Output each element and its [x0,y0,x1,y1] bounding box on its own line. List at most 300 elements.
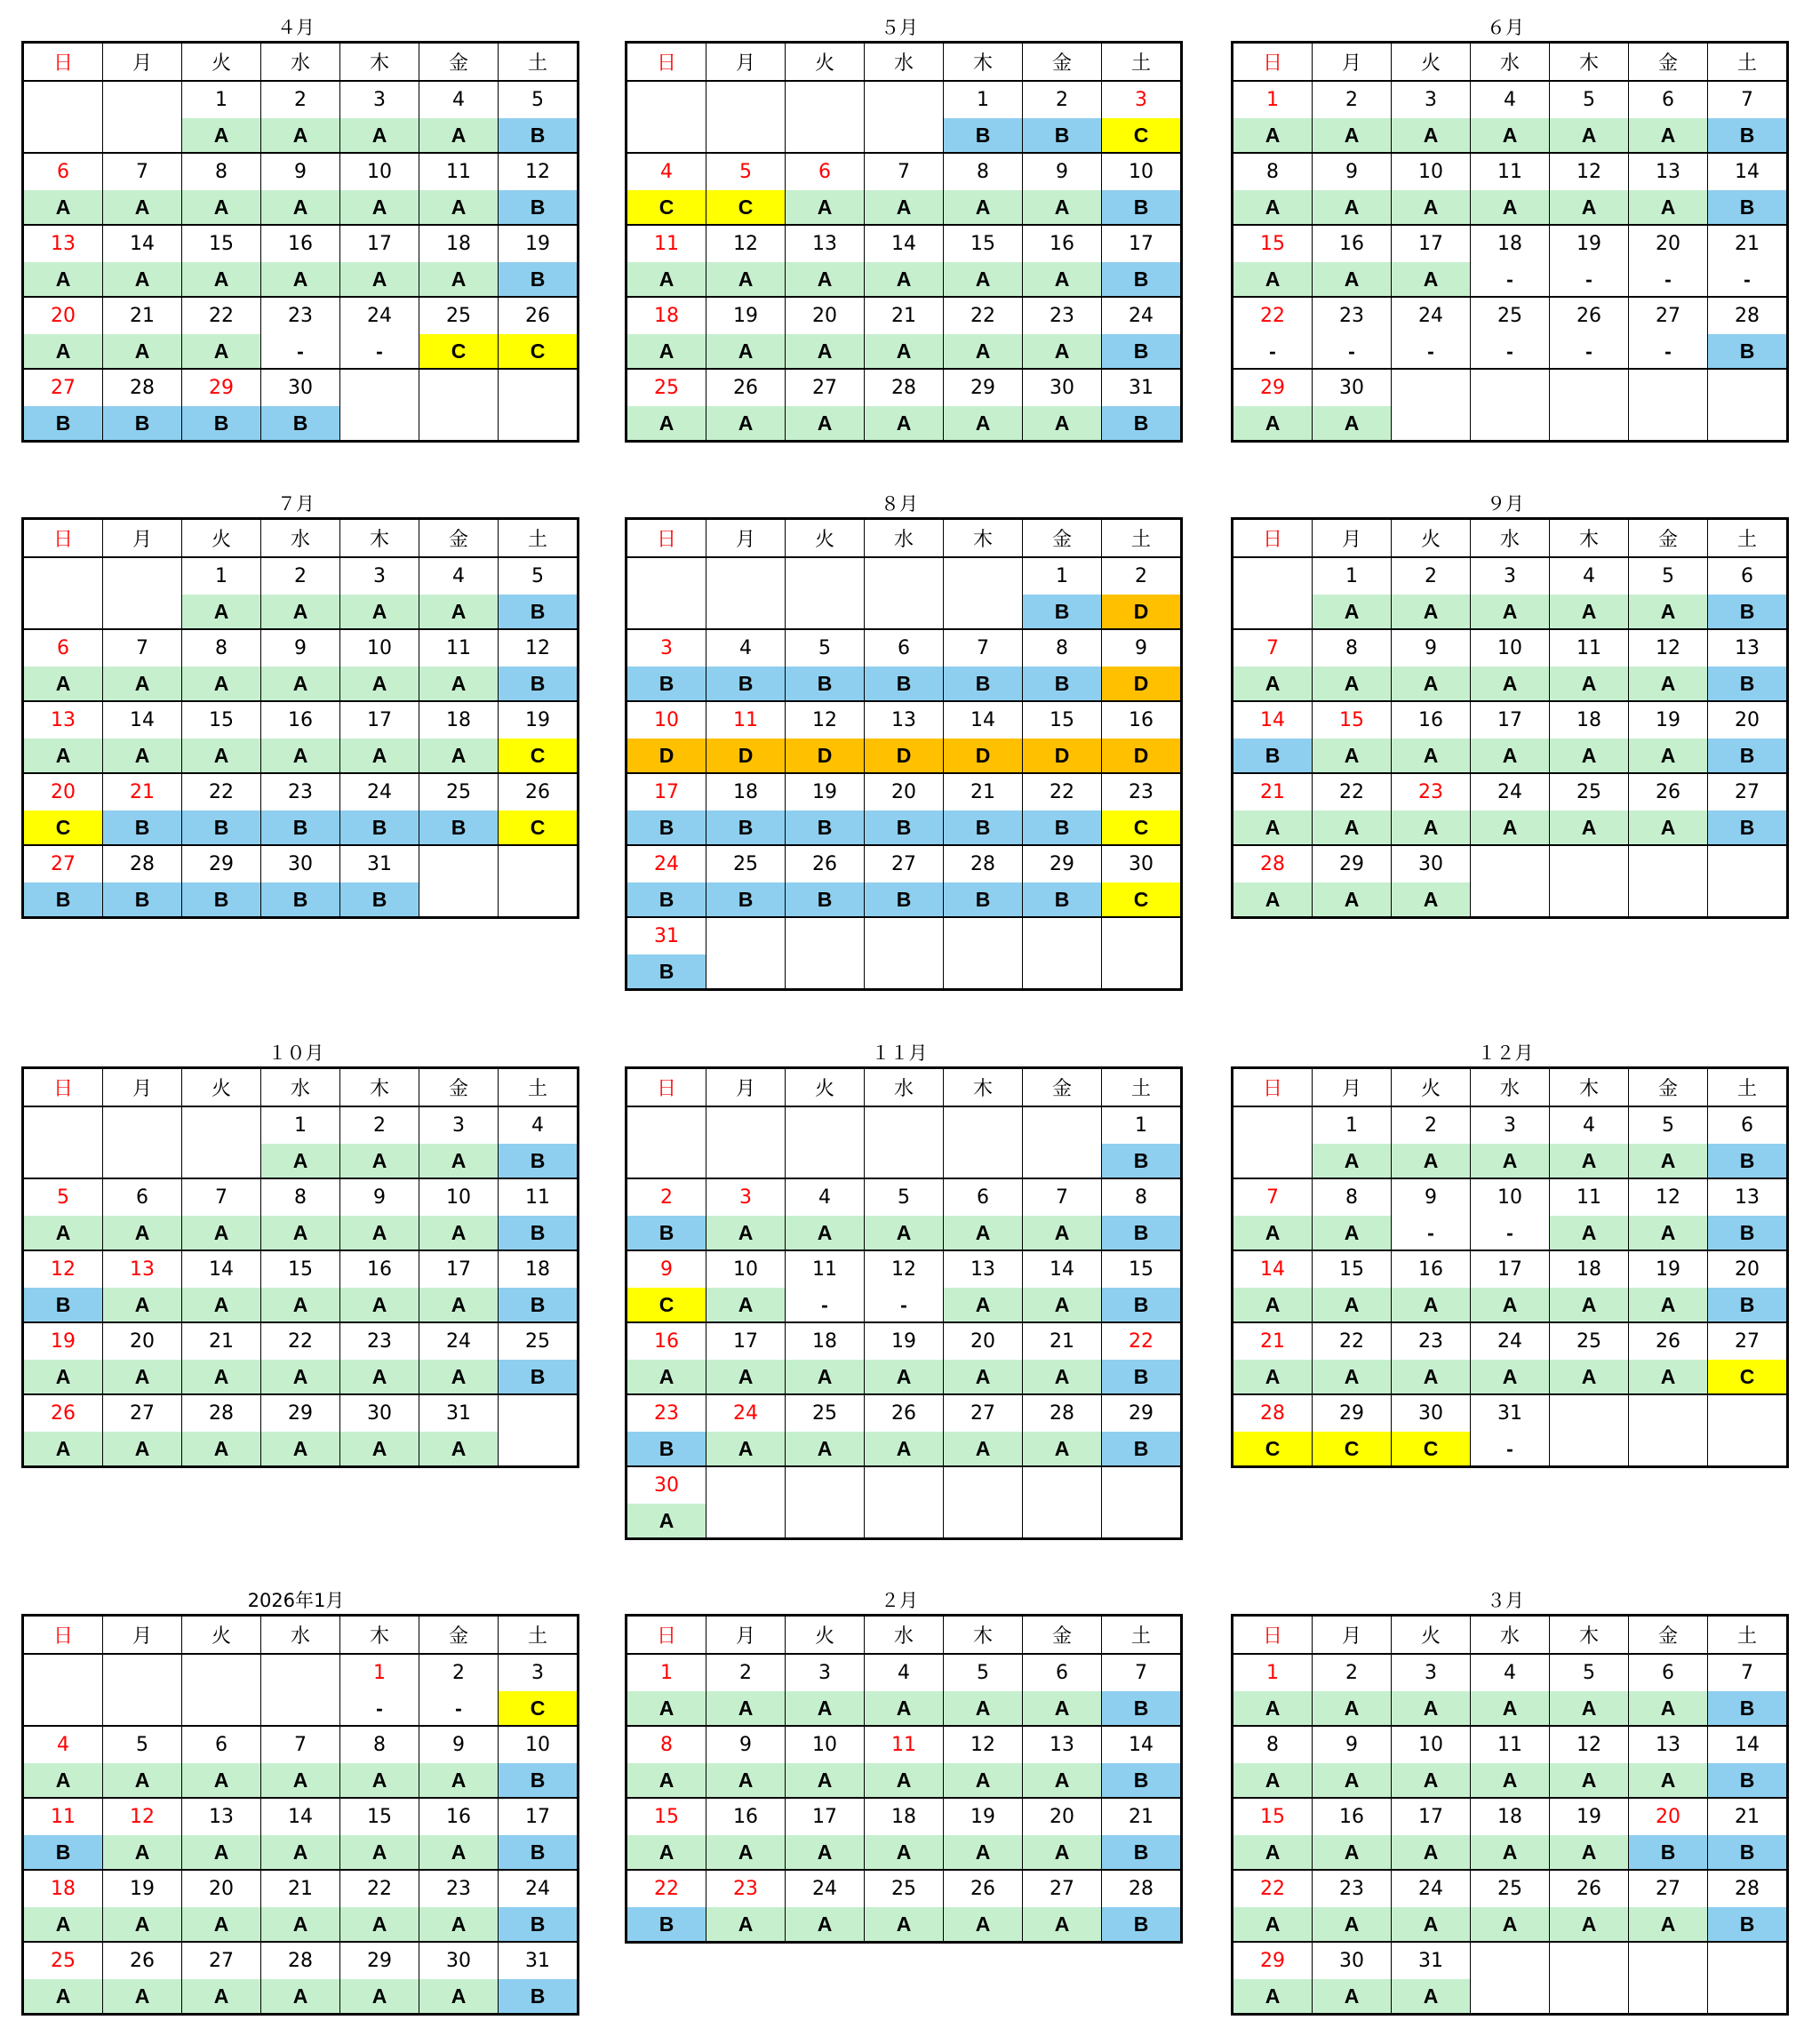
day-code: A [944,1763,1023,1798]
day-number: 2 [1392,557,1471,595]
day-number: 10 [1392,1726,1471,1763]
month-grid [21,1066,579,1468]
weekday-header: 木 [1550,1616,1629,1655]
day-number: 27 [1023,1870,1102,1907]
day-number: 1 [1313,557,1392,595]
weekday-header: 木 [1550,43,1629,82]
weekday-header: 金 [1629,1616,1708,1655]
empty-cell [786,1144,865,1178]
code-row [627,334,1182,369]
day-code: C [499,739,579,773]
day-code: A [865,1835,944,1870]
day-code: A [182,334,261,369]
empty-cell [1708,845,1788,882]
day-number: 1 [182,557,261,595]
empty-cell [944,595,1023,629]
date-row [23,225,579,262]
day-number: 16 [261,225,340,262]
code-row [23,262,579,297]
date-row [627,1870,1182,1907]
empty-cell [1471,882,1550,918]
date-row [23,1726,579,1763]
day-code: A [1313,882,1392,918]
day-number: 9 [627,1250,706,1288]
day-number: 24 [706,1394,786,1432]
day-code: A [1471,1835,1550,1870]
day-code: A [1233,190,1313,225]
day-number: 23 [261,773,340,810]
day-code: A [261,118,340,153]
day-code: B [23,1288,103,1322]
day-number: 9 [1102,629,1182,667]
day-code: - [1471,262,1550,297]
day-code: A [182,667,261,701]
day-code: A [261,262,340,297]
day-code: A [1550,810,1629,845]
day-code: A [1313,1216,1392,1250]
day-code: C [627,190,706,225]
day-number: 2 [340,1106,419,1144]
day-code: B [499,118,579,153]
day-code: A [1233,262,1313,297]
day-number: 2 [261,81,340,118]
weekday-header: 金 [1023,519,1102,558]
empty-cell [182,1144,261,1178]
day-code: - [1471,1432,1550,1467]
day-number: 23 [261,297,340,334]
day-number: 1 [944,81,1023,118]
day-number: 24 [627,845,706,882]
day-number: 22 [944,297,1023,334]
date-row [23,773,579,810]
day-number: 5 [103,1726,182,1763]
day-number: 2 [1102,557,1182,595]
day-number: 8 [1233,153,1313,190]
weekday-header: 土 [1102,519,1182,558]
day-code: A [1023,1763,1102,1798]
day-code: B [499,1144,579,1178]
day-code: A [1313,1144,1392,1178]
empty-cell [182,1654,261,1691]
day-number: 19 [23,1322,103,1360]
weekday-header: 日 [1233,519,1313,558]
day-number: 6 [182,1726,261,1763]
day-code: D [865,739,944,773]
day-number: 15 [1313,1250,1392,1288]
day-code: A [627,406,706,442]
day-code: A [1629,190,1708,225]
weekday-header: 月 [1313,1068,1392,1107]
day-number: 21 [1023,1322,1102,1360]
day-code: B [865,667,944,701]
empty-cell [1471,406,1550,442]
day-code: A [1233,118,1313,153]
day-number: 29 [182,845,261,882]
day-code: A [786,1763,865,1798]
day-code: A [1471,739,1550,773]
day-number: 18 [419,225,499,262]
empty-cell [499,1432,579,1467]
day-number: 8 [1313,1178,1392,1216]
day-code: A [261,1835,340,1870]
day-number: 12 [944,1726,1023,1763]
date-row [1233,629,1788,667]
day-code: B [627,1216,706,1250]
weekday-header: 金 [1629,1068,1708,1107]
weekday-header: 金 [1629,519,1708,558]
day-code: A [261,1144,340,1178]
empty-cell [103,595,182,629]
day-number: 9 [1392,1178,1471,1216]
day-number: 25 [499,1322,579,1360]
empty-cell [419,845,499,882]
day-number: 3 [706,1178,786,1216]
day-code: A [1233,1835,1313,1870]
day-number: 28 [1233,845,1313,882]
day-code: A [182,262,261,297]
day-code: A [706,1288,786,1322]
empty-cell [1629,1942,1708,1979]
day-number: 19 [786,773,865,810]
day-code: B [103,810,182,845]
weekday-header-row [627,1068,1182,1107]
weekday-header-row [627,1616,1182,1655]
day-code: B [499,190,579,225]
weekday-header: 土 [1102,1616,1182,1655]
code-row [627,1144,1182,1178]
date-row [23,557,579,595]
day-code: D [706,739,786,773]
day-code: A [627,1360,706,1394]
code-row [627,190,1182,225]
date-row [23,1654,579,1691]
weekday-header: 日 [23,43,103,82]
code-row [23,334,579,369]
day-number: 28 [182,1394,261,1432]
day-code: C [419,334,499,369]
day-number: 12 [103,1798,182,1835]
day-code: A [182,1763,261,1798]
day-number: 15 [1023,701,1102,739]
day-code: A [1392,882,1471,918]
weekday-header: 月 [706,1068,786,1107]
day-code: A [340,1763,419,1798]
day-number: 25 [1471,1870,1550,1907]
weekday-header: 火 [182,1616,261,1655]
month-title: ５月 [881,17,918,38]
empty-cell [23,118,103,153]
day-number: 30 [1313,369,1392,406]
day-number: 23 [1023,297,1102,334]
day-number: 10 [1471,1178,1550,1216]
day-number: 10 [627,701,706,739]
day-code: A [627,1504,706,1539]
day-number: 12 [23,1250,103,1288]
day-code: B [1102,406,1182,442]
day-number: 3 [419,1106,499,1144]
day-code: C [1102,882,1182,917]
day-code: A [1313,190,1392,225]
day-number: 15 [1233,1798,1313,1835]
day-code: A [786,1432,865,1466]
day-number: 14 [1708,1726,1788,1763]
empty-cell [706,557,786,595]
empty-cell [340,406,419,442]
weekday-header-row [23,43,579,82]
day-number: 30 [1023,369,1102,406]
weekday-header: 月 [706,43,786,82]
weekday-header: 火 [182,519,261,558]
date-row [1233,557,1788,595]
day-code: A [182,739,261,773]
day-number: 21 [261,1870,340,1907]
empty-cell [865,595,944,629]
day-code: B [1629,1835,1708,1870]
day-number: 14 [1102,1726,1182,1763]
weekday-header: 月 [1313,1616,1392,1655]
empty-cell [1102,1466,1182,1504]
day-code: D [1102,595,1182,629]
day-number: 20 [23,297,103,334]
day-code: A [103,667,182,701]
day-number: 19 [706,297,786,334]
day-number: 5 [865,1178,944,1216]
date-row [1233,369,1788,406]
day-number: 5 [944,1654,1023,1691]
day-code: A [1392,595,1471,629]
weekday-header: 土 [499,1616,579,1655]
day-number: 12 [499,153,579,190]
day-number: 10 [1102,153,1182,190]
day-code: A [419,1360,499,1394]
day-code: A [1471,1907,1550,1942]
date-row [23,1250,579,1288]
month-grid [21,41,579,443]
day-code: A [706,1360,786,1394]
day-number: 13 [865,701,944,739]
empty-cell [786,954,865,990]
day-code: A [1392,667,1471,701]
code-row [1233,118,1788,153]
day-code: A [419,1216,499,1250]
day-number: 16 [1313,225,1392,262]
weekday-header: 土 [1708,43,1788,82]
date-row [1233,1798,1788,1835]
day-number: 1 [1233,81,1313,118]
day-number: 17 [1471,701,1550,739]
day-number: 3 [1471,557,1550,595]
day-number: 8 [1233,1726,1313,1763]
weekday-header: 月 [103,519,182,558]
date-row [1233,1726,1788,1763]
date-row [23,81,579,118]
day-code: B [706,882,786,917]
day-code: - [419,1691,499,1726]
empty-cell [103,1654,182,1691]
day-code: B [419,810,499,845]
month-grid [625,517,1183,991]
day-code: A [23,1432,103,1467]
empty-cell [1471,369,1550,406]
day-number: 2 [1392,1106,1471,1144]
day-code: B [1102,1216,1182,1250]
day-code: A [1629,1907,1708,1942]
day-number: 26 [499,773,579,810]
day-code: A [1392,118,1471,153]
day-code: A [340,1835,419,1870]
day-number: 29 [1023,845,1102,882]
day-code: A [103,1216,182,1250]
day-code: B [103,406,182,442]
weekday-header: 月 [706,1616,786,1655]
day-number: 10 [1471,629,1550,667]
day-number: 29 [1313,1394,1392,1432]
day-code: - [340,1691,419,1726]
day-code: A [1550,1835,1629,1870]
code-row [627,1835,1182,1870]
weekday-header: 月 [1313,519,1392,558]
day-code: A [419,1835,499,1870]
weekday-header: 日 [23,1068,103,1107]
day-code: A [1471,1360,1550,1394]
day-number: 24 [1102,297,1182,334]
weekday-header: 水 [865,1616,944,1655]
empty-cell [865,557,944,595]
date-row [1233,1654,1788,1691]
day-number: 28 [1233,1394,1313,1432]
day-number: 20 [786,297,865,334]
day-number: 14 [103,225,182,262]
month-title: １２月 [1477,1042,1534,1064]
day-code: B [1102,1763,1182,1798]
day-code: A [182,1979,261,2015]
day-number: 3 [1102,81,1182,118]
day-code: A [182,1835,261,1870]
date-row [1233,1178,1788,1216]
day-code: B [944,882,1023,917]
day-number: 13 [1708,1178,1788,1216]
day-code: B [1102,1907,1182,1943]
day-code: A [261,190,340,225]
day-code: A [1233,1763,1313,1798]
day-code: - [1708,262,1788,297]
day-number: 9 [1023,153,1102,190]
code-row [1233,739,1788,773]
day-number: 30 [1392,845,1471,882]
month-title: ４月 [277,17,315,38]
empty-cell [1550,882,1629,918]
day-code: A [865,1432,944,1466]
day-number: 17 [1102,225,1182,262]
day-code: B [499,262,579,297]
date-row [1233,1394,1788,1432]
day-code: B [1708,334,1788,369]
day-code: A [340,1288,419,1322]
weekday-header-row [627,43,1182,82]
day-code: A [1023,334,1102,369]
day-number: 30 [340,1394,419,1432]
code-row [1233,190,1788,225]
day-code: A [419,118,499,153]
weekday-header: 水 [865,43,944,82]
day-number: 6 [103,1178,182,1216]
month-grid [625,1066,1183,1540]
empty-cell [627,1106,706,1144]
date-row [23,297,579,334]
day-code: A [944,1835,1023,1870]
day-code: A [1233,1979,1313,2015]
day-number: 17 [1392,225,1471,262]
day-number: 10 [499,1726,579,1763]
day-number: 19 [865,1322,944,1360]
day-number: 8 [261,1178,340,1216]
day-code: D [627,739,706,773]
day-code: A [1550,1763,1629,1798]
day-number: 21 [944,773,1023,810]
month-title: １０月 [267,1042,324,1064]
day-code: D [1102,739,1182,773]
date-row [1233,1870,1788,1907]
day-code: B [1102,190,1182,225]
day-number: 8 [1313,629,1392,667]
day-code: A [1550,1144,1629,1178]
day-number: 11 [23,1798,103,1835]
day-number: 6 [1629,81,1708,118]
weekday-header: 土 [1102,43,1182,82]
day-number: 15 [182,225,261,262]
day-number: 4 [1550,557,1629,595]
day-code: A [23,262,103,297]
day-code: C [1233,1432,1313,1467]
day-number: 7 [103,629,182,667]
date-row [23,1106,579,1144]
date-row [627,1654,1182,1691]
day-number: 24 [419,1322,499,1360]
empty-cell [1471,1979,1550,2015]
day-number: 22 [1233,1870,1313,1907]
empty-cell [1550,845,1629,882]
day-code: A [706,262,786,297]
day-code: A [1550,739,1629,773]
day-number: 15 [1233,225,1313,262]
day-code: A [706,1907,786,1943]
day-code: A [261,1907,340,1942]
day-number: 5 [1550,81,1629,118]
empty-cell [706,118,786,153]
day-code: A [340,595,419,629]
day-number: 22 [1313,773,1392,810]
day-code: A [1392,262,1471,297]
month-calendar [1231,491,1780,919]
day-number: 7 [1102,1654,1182,1691]
weekday-header: 土 [499,1068,579,1107]
day-code: B [1023,595,1102,629]
empty-cell [1629,369,1708,406]
day-code: B [627,1907,706,1943]
day-number: 12 [1550,153,1629,190]
day-code: A [1392,1763,1471,1798]
month-calendar [1231,1587,1780,2016]
day-number: 29 [944,369,1023,406]
day-number: 19 [1629,1250,1708,1288]
day-number: 23 [1313,297,1392,334]
day-code: A [706,1835,786,1870]
day-code: A [1233,882,1313,918]
weekday-header: 日 [1233,1068,1313,1107]
day-number: 21 [1233,773,1313,810]
day-number: 5 [23,1178,103,1216]
empty-cell [261,1654,340,1691]
